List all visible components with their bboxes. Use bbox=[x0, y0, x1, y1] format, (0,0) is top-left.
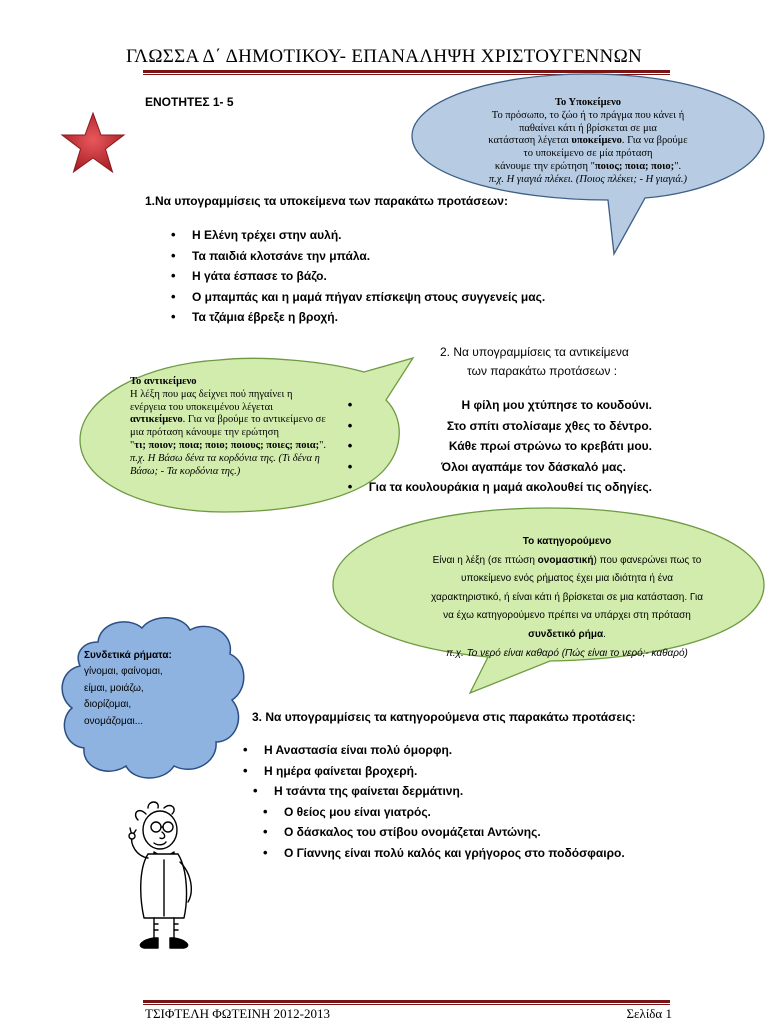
professor-cartoon-icon bbox=[118, 800, 228, 960]
keyword: ονομαστική bbox=[537, 554, 594, 566]
text-run: Είναι η λέξη (σε πτώση bbox=[432, 554, 538, 566]
list-item: • Όλοι αγαπάμε τον δάσκαλό μας. bbox=[369, 457, 652, 478]
cloud-line: διορίζομαι, bbox=[84, 699, 132, 711]
cloud-line: ονομάζομαι... bbox=[84, 715, 144, 727]
list-item: • Κάθε πρωί στρώνω το κρεβάτι μου. bbox=[369, 436, 652, 457]
subject-bubble-line: παθαίνει κάτι ή βρίσκεται σε μια bbox=[519, 122, 657, 134]
red-star-icon bbox=[60, 112, 126, 174]
subject-bubble-line bbox=[450, 135, 726, 148]
exercise3-list bbox=[264, 740, 625, 864]
list-item: • Ο θείος μου είναι γιατρός. bbox=[284, 802, 625, 823]
text-run: . Για να βρούμε bbox=[621, 135, 688, 147]
predicate-bubble-line bbox=[400, 552, 734, 571]
predicate-bubble-line: υποκείμενο ενός ρήματος έχει μια ιδιότητα ή ένα bbox=[460, 573, 673, 585]
object-bubble-example: π.χ. Η Βάσω δένα τα κορδόνια της. (Τι δένα η bbox=[130, 452, 320, 464]
exercise3-prompt: 3. Να υπογραμμίσεις τα κατηγορούμενα στις παρακάτω προτάσεις: bbox=[252, 710, 636, 724]
subject-bubble-example: π.χ. Η γιαγιά πλέκει. (Ποιος πλέκει; - Η γιαγιά.) bbox=[488, 173, 688, 185]
subject-bubble-title: Το Υποκείμενο bbox=[554, 97, 622, 108]
list-item: • Η Ελένη τρέχει στην αυλή. bbox=[192, 225, 545, 246]
linking-verbs-cloud bbox=[84, 648, 172, 730]
object-bubble-line: ενέργεια του υποκειμένου λέγεται bbox=[130, 401, 273, 413]
exercise1-list bbox=[192, 225, 545, 328]
keyword: ποιος; ποια; ποιο; bbox=[594, 160, 675, 172]
footer-rule bbox=[143, 1000, 670, 1003]
list-item: • Ο Γίαννης είναι πολύ καλός και γρήγορος στο ποδόσφαιρο. bbox=[284, 843, 625, 864]
cloud-line: γίνομαι, φαίνομαι, bbox=[84, 666, 163, 678]
exercise2-list bbox=[369, 395, 652, 498]
subject-bubble-line: το υποκείμενο σε μία πρόταση bbox=[523, 148, 653, 160]
text-run: ) που φανερώνει πως το bbox=[593, 554, 702, 566]
list-item: • Τα τζάμια έβρεξε η βροχή. bbox=[192, 307, 545, 328]
predicate-bubble-line: χαρακτηριστικό, ή είναι κάτι ή βρίσκεται σε μια κατάσταση. Για bbox=[431, 591, 703, 603]
object-bubble-line: μια πρόταση κάνουμε την ερώτηση bbox=[130, 427, 279, 439]
cloud-line: είμαι, μοιάζω, bbox=[84, 682, 144, 694]
predicate-bubble-line: να έχω κατηγορούμενο πρέπει να υπάρχει στη πρόταση bbox=[443, 610, 691, 622]
list-item: • Τα παιδιά κλοτσάνε την μπάλα. bbox=[192, 246, 545, 267]
list-item: • Ο δάσκαλος του στίβου ονομάζεται Αντώνης. bbox=[284, 822, 625, 843]
subject-bubble-line bbox=[450, 161, 726, 174]
object-bubble-line bbox=[130, 414, 360, 427]
predicate-bubble bbox=[400, 533, 734, 663]
text-run: . bbox=[603, 628, 606, 640]
page-title: ΓΛΩΣΣΑ Δ΄ ΔΗΜΟΤΙΚΟΥ- ΕΠΑΝΑΛΗΨΗ ΧΡΙΣΤΟΥΓΕΝΝΩΝ bbox=[125, 46, 643, 67]
list-item: • Η γάτα έσπασε το βάζο. bbox=[192, 266, 545, 287]
text-run: ". bbox=[674, 160, 682, 172]
list-item: • Η ημέρα φαίνεται βροχερή. bbox=[264, 761, 605, 782]
keyword: υποκείμενο bbox=[571, 135, 622, 147]
list-item: • Για τα κουλουράκια η μαμά ακολουθεί τις οδηγίες. bbox=[369, 477, 652, 498]
exercise2-prompt: 2. Να υπογραμμίσεις τα αντικείμενα bbox=[440, 345, 629, 359]
footer-rule-thin bbox=[143, 1004, 670, 1005]
text-run: " bbox=[130, 439, 135, 451]
footer-author: ΤΣΙΦΤΕΛΗ ΦΩΤΕΙΝΗ 2012-2013 bbox=[145, 1006, 331, 1021]
text-run: κατάσταση λέγεται bbox=[488, 135, 572, 147]
keyword: αντικείμενο bbox=[130, 414, 183, 426]
subject-bubble bbox=[450, 97, 726, 187]
list-item: • Η Αναστασία είναι πολύ όμορφη. bbox=[264, 740, 605, 761]
cloud-title: Συνδετικά ρήματα: bbox=[84, 650, 172, 661]
exercise2-prompt-cont: των παρακάτω προτάσεων : bbox=[467, 364, 618, 378]
list-item: • Η φίλη μου χτύπησε το κουδούνι. bbox=[369, 395, 652, 416]
predicate-bubble-title: Το κατηγορούμενο bbox=[522, 536, 612, 547]
text-run: . Για να βρούμε το αντικείμενο σε bbox=[182, 414, 326, 426]
footer-page-number: Σελίδα 1 bbox=[626, 1006, 672, 1021]
exercise1-prompt: 1.Να υπογραμμίσεις τα υποκείμενα των παρακάτω προτάσεων: bbox=[145, 194, 508, 208]
list-item: • Η τσάντα της φαίνεται δερμάτινη. bbox=[274, 781, 615, 802]
predicate-bubble-example: π.χ. Το νερό είναι καθαρό (Πώς είναι το νερό;- καθαρό) bbox=[446, 647, 688, 659]
object-bubble-line bbox=[130, 440, 360, 453]
list-item: • Στο σπίτι στολίσαμε χθες το δέντρο. bbox=[369, 416, 652, 437]
units-label: ΕΝΟΤΗΤΕΣ 1- 5 bbox=[145, 95, 234, 109]
subject-bubble-line: Το πρόσωπο, το ζώο ή το πράγμα που κάνει ή bbox=[491, 109, 685, 121]
text-run: κάνουμε την ερώτηση " bbox=[494, 160, 595, 172]
object-bubble bbox=[130, 376, 360, 478]
list-item: • Ο μπαμπάς και η μαμά πήγαν επίσκεψη στους συγγενείς μας. bbox=[192, 287, 545, 308]
keyword: τι; ποιον; ποια; ποιο; ποιους; ποιες; ποια; bbox=[134, 439, 320, 451]
keyword: συνδετικό ρήμα bbox=[528, 628, 604, 640]
object-bubble-example: Βάσω; - Τα κορδόνια της.) bbox=[130, 465, 241, 477]
text-run: ". bbox=[319, 439, 327, 451]
object-bubble-title: Το αντικείμενο bbox=[130, 376, 197, 387]
predicate-bubble-line bbox=[400, 626, 734, 645]
object-bubble-line: Η λέξη που μας δείχνει πού πηγαίνει η bbox=[130, 388, 293, 400]
